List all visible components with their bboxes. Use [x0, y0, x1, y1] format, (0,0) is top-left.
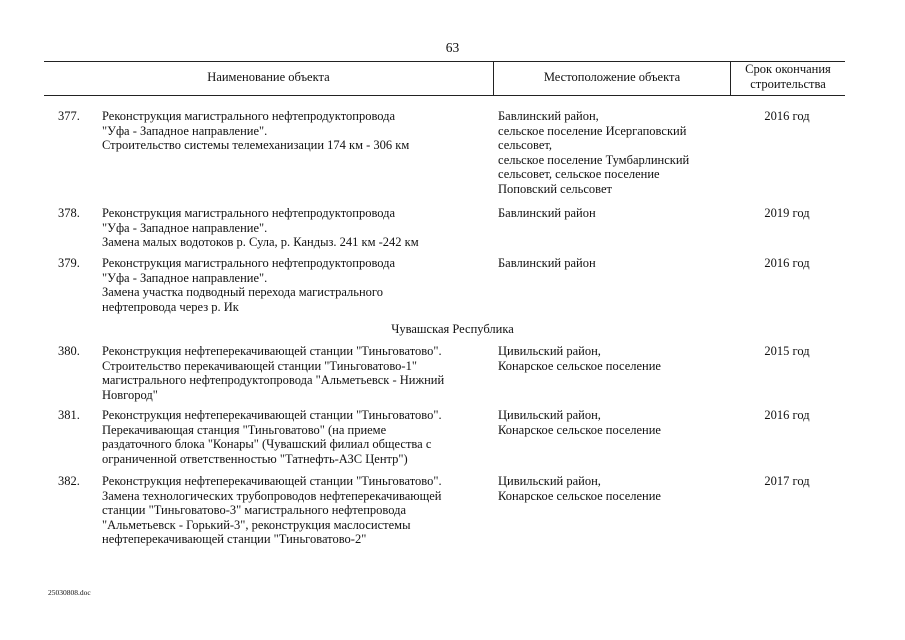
object-location-line: Конарское сельское поселение	[498, 422, 661, 437]
completion-term	[741, 206, 833, 221]
header-deadline-line2: строительства	[750, 77, 826, 91]
object-name	[102, 256, 497, 314]
object-name-line: Реконструкция магистрального нефтепродуктопровода	[102, 256, 396, 270]
object-name-line: Замена участка подводный перехода магистрального	[102, 285, 383, 299]
completion-term-line: 2016 год	[764, 109, 810, 123]
object-location-line: Цивильский район,	[498, 344, 601, 358]
completion-term-line: 2015 год	[764, 344, 810, 358]
footer-filename: 25030808.doc	[48, 588, 91, 597]
object-location	[498, 344, 728, 373]
completion-term	[741, 109, 833, 124]
row-number	[58, 344, 80, 359]
object-name-line: Реконструкция нефтеперекачивающей станции "Тиньговатово".	[102, 474, 442, 488]
object-location-line: Бавлинский район,	[498, 109, 599, 123]
object-location-line: Конарское сельское поселение	[498, 488, 661, 503]
completion-term-line: 2016 год	[764, 256, 810, 270]
row-number-line: 382.	[58, 474, 80, 488]
object-name-line: Перекачивающая станция "Тиньговатово" (на приеме	[102, 422, 387, 437]
header-deadline	[731, 62, 845, 92]
object-name-line: Строительство перекачивающей станции "Тиньговатово-1"	[102, 358, 417, 373]
completion-term-line: 2019 год	[764, 206, 810, 220]
header-name: Наименование объекта	[207, 70, 330, 84]
object-location-line: Бавлинский район	[498, 206, 596, 220]
object-location-line: Бавлинский район	[498, 256, 596, 270]
object-name-line: "Альметьевск - Горький-3", реконструкция маслосистемы	[102, 517, 411, 532]
object-location	[498, 474, 728, 503]
row-number-line: 380.	[58, 344, 80, 358]
object-name-line: "Уфа - Западное направление".	[102, 270, 268, 285]
object-name-line: раздаточного блока "Конары" (Чувашский филиал общества с	[102, 437, 432, 451]
object-name	[102, 408, 497, 466]
row-number-line: 381.	[58, 408, 80, 422]
object-name-line: "Уфа - Западное направление".	[102, 123, 268, 138]
object-name-line: станции "Тиньговатово-3" магистрального нефтепровода	[102, 503, 407, 517]
row-number-line: 379.	[58, 256, 80, 270]
object-location-line: Поповский сельсовет	[498, 181, 612, 196]
row-number	[58, 474, 80, 489]
object-location	[498, 408, 728, 437]
object-name	[102, 206, 497, 250]
table-header-rule	[44, 95, 845, 96]
object-name-line: Реконструкция нефтеперекачивающей станции "Тиньговатово".	[102, 344, 442, 358]
table-top-rule	[44, 61, 845, 62]
page-number: 63	[445, 40, 460, 55]
object-location-line: Конарское сельское поселение	[498, 358, 661, 373]
completion-term	[741, 256, 833, 271]
object-location-line: Цивильский район,	[498, 408, 601, 422]
object-name-line: Новгород"	[102, 387, 158, 402]
object-location	[498, 109, 728, 196]
object-location-line: Цивильский район,	[498, 474, 601, 488]
object-name	[102, 474, 497, 547]
object-name-line: Реконструкция нефтеперекачивающей станции "Тиньговатово".	[102, 408, 442, 422]
object-name-line: нефтепровода через р. Ик	[102, 299, 239, 314]
object-name-line: нефтеперекачивающей станции "Тиньговатово-2"	[102, 532, 367, 546]
object-name-line: магистрального нефтепродуктопровода "Альметьевск - Нижний	[102, 373, 445, 387]
object-name-line: Замена малых водотоков р. Сула, р. Кандыз. 241 км -242 км	[102, 235, 419, 249]
row-number-line: 377.	[58, 109, 80, 123]
object-location-line: сельсовет, сельское поселение	[498, 167, 660, 181]
object-name-line: "Уфа - Западное направление".	[102, 220, 268, 235]
header-deadline-line1: Срок окончания	[745, 62, 831, 76]
object-name-line: Реконструкция магистрального нефтепродуктопровода	[102, 109, 396, 123]
object-location	[498, 206, 728, 221]
object-location	[498, 256, 728, 271]
row-number	[58, 109, 80, 124]
object-name	[102, 344, 497, 402]
object-name-line: ограниченной ответственностью "Татнефть-АЗС Центр")	[102, 451, 408, 466]
object-location-line: сельское поселение Исергаповский	[498, 123, 687, 138]
completion-term-line: 2016 год	[764, 408, 810, 422]
completion-term	[741, 474, 833, 489]
completion-term	[741, 408, 833, 423]
row-number	[58, 256, 80, 271]
object-name-line: Реконструкция магистрального нефтепродуктопровода	[102, 206, 396, 220]
region-heading: Чувашская Республика	[391, 322, 514, 336]
row-number	[58, 206, 80, 221]
object-name	[102, 109, 497, 153]
header-location: Местоположение объекта	[543, 70, 681, 84]
completion-term	[741, 344, 833, 359]
object-name-line: Строительство системы телемеханизации 174 км - 306 км	[102, 138, 410, 152]
object-location-line: сельское поселение Тумбарлинский	[498, 152, 690, 167]
object-name-line: Замена технологических трубопроводов нефтеперекачивающей	[102, 488, 442, 503]
object-location-line: сельсовет,	[498, 138, 553, 152]
row-number	[58, 408, 80, 423]
completion-term-line: 2017 год	[764, 474, 810, 488]
row-number-line: 378.	[58, 206, 80, 220]
